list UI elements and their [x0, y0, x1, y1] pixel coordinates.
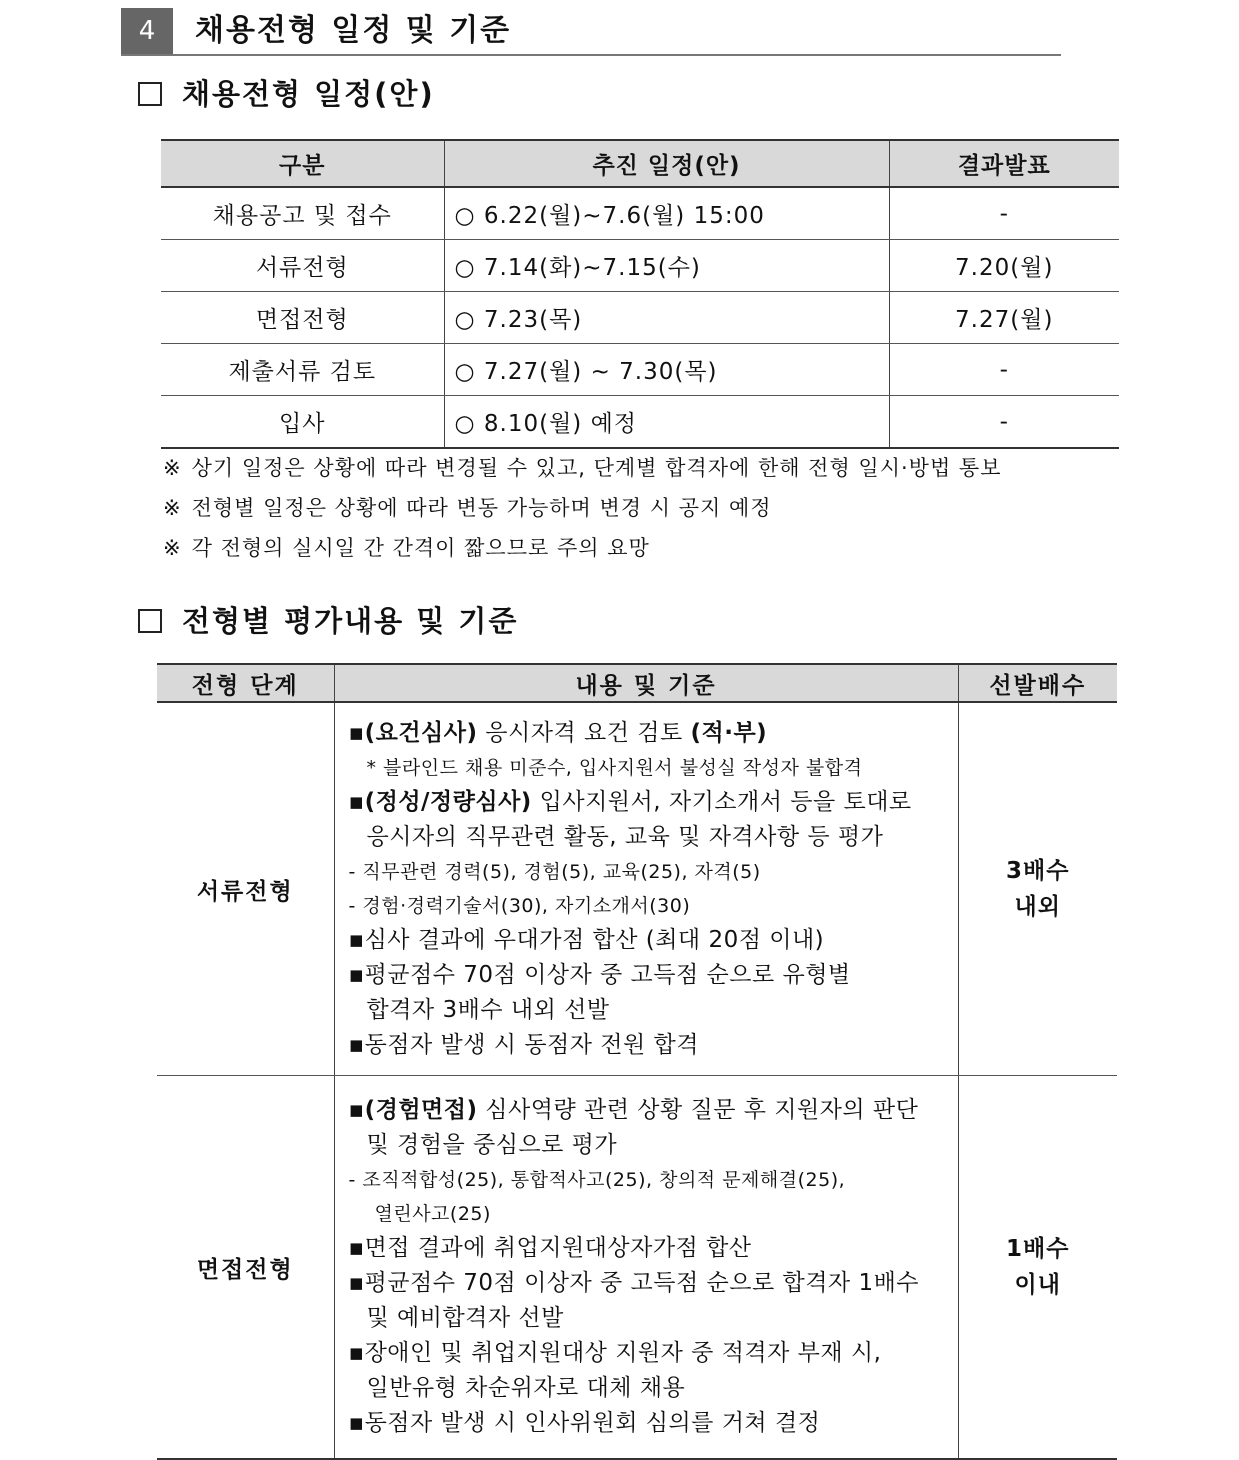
header-ratio: 선발배수: [958, 664, 1117, 702]
header-plan: 추진 일정(안): [444, 140, 889, 187]
header-category: 구분: [161, 140, 444, 187]
row-plan: ○ 7.27(월) ∼ 7.30(목): [444, 344, 889, 396]
table-header-row: [157, 664, 1117, 702]
row-result: 7.27(월): [889, 292, 1119, 344]
table-row: [157, 1076, 1117, 1460]
schedule-table: [161, 139, 1119, 449]
checkbox-square-icon: [138, 609, 162, 633]
row-category: 입사: [161, 396, 444, 449]
row-category: 서류전형: [161, 240, 444, 292]
note-item: ※ 각 전형의 실시일 간 간격이 짧으므로 주의 요망: [163, 536, 650, 560]
table-row: [161, 396, 1119, 449]
row-result: -: [889, 344, 1119, 396]
table-row: [161, 240, 1119, 292]
schedule-notes: [163, 448, 1002, 568]
header-stage: 전형 단계: [157, 664, 334, 702]
section-header: [121, 8, 1061, 56]
row-plan: ○ 7.14(화)∼7.15(수): [444, 240, 889, 292]
schedule-heading: [138, 75, 435, 113]
section-number: 4: [121, 8, 173, 54]
table-header-row: [161, 140, 1119, 187]
note-mark: ※: [163, 496, 182, 520]
stage-document: 서류전형: [157, 702, 334, 1076]
row-result: -: [889, 396, 1119, 449]
header-result: 결과발표: [889, 140, 1119, 187]
row-plan: ○ 7.23(목): [444, 292, 889, 344]
table-row: [157, 702, 1117, 1076]
interview-criteria: ▪(경험면접) 심사역량 관련 상황 질문 후 지원자의 판단 및 경험을 중심으로 평가 - 조직적합성(25), 통합적사고(25), 창의적 문제해결(25), 열린사고(25) ▪면접 결과에 취업지원대상자가점 합산 ▪평균점수 70점 이상자 중 고득점 순으로 합격자 1배수 및 예비합격자 선발 ▪장애인 및 취업지원대상 지원자 중 적격자 부재 시, 일반유형 차순위자로 대체 채용 ▪동점자 발생 시 인사위원회 심의를 거쳐 결정: [334, 1076, 958, 1460]
row-result: -: [889, 187, 1119, 240]
row-category: 제출서류 검토: [161, 344, 444, 396]
ratio-interview: 1배수 이내: [958, 1076, 1117, 1460]
table-row: [161, 344, 1119, 396]
note-mark: ※: [163, 536, 182, 560]
criteria-table: [157, 663, 1117, 1460]
note-item: ※ 상기 일정은 상황에 따라 변경될 수 있고, 단계별 합격자에 한해 전형 일시·방법 통보: [163, 456, 1002, 480]
note-mark: ※: [163, 456, 182, 480]
stage-interview: 면접전형: [157, 1076, 334, 1460]
section-title: 채용전형 일정 및 기준: [195, 13, 512, 48]
note-item: ※ 전형별 일정은 상황에 따라 변동 가능하며 변경 시 공지 예정: [163, 496, 772, 520]
document-criteria: ▪(요건심사) 응시자격 요건 검토 (적·부) * 블라인드 채용 미준수, 입사지원서 불성실 작성자 불합격 ▪(정성/정량심사) 입사지원서, 자기소개서 등을 토대로 응시자의 직무관련 활동, 교육 및 자격사항 등 평가 - 직무관련 경력(5), 경험(5), 교육(25), 자격(5) - 경험·경력기술서(30), 자기소개서(30) ▪심사 결과에 우대가점 합산 (최대 20점 이내) ▪평균점수 70점 이상자 중 고득점 순으로 유형별 합격자 3배수 내외 선발 ▪동점자 발생 시 동점자 전원 합격: [334, 702, 958, 1076]
table-row: [161, 292, 1119, 344]
table-row: [161, 187, 1119, 240]
criteria-heading-text: 전형별 평가내용 및 기준: [182, 604, 519, 638]
checkbox-square-icon: [138, 82, 162, 106]
header-content: 내용 및 기준: [334, 664, 958, 702]
ratio-document: 3배수 내외: [958, 702, 1117, 1076]
row-category: 면접전형: [161, 292, 444, 344]
schedule-heading-text: 채용전형 일정(안): [182, 77, 435, 111]
row-result: 7.20(월): [889, 240, 1119, 292]
criteria-heading: [138, 602, 518, 640]
row-category: 채용공고 및 접수: [161, 187, 444, 240]
row-plan: ○ 6.22(월)∼7.6(월) 15:00: [444, 187, 889, 240]
row-plan: ○ 8.10(월) 예정: [444, 396, 889, 449]
